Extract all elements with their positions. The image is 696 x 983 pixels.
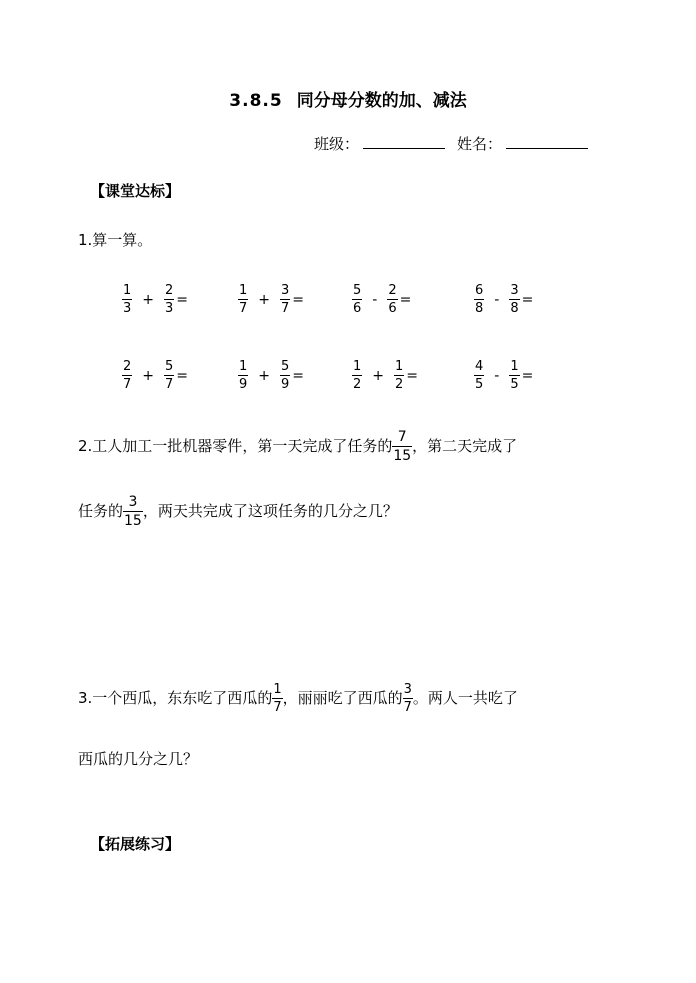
fraction-denominator: 5 bbox=[510, 377, 519, 392]
fraction-denominator: 6 bbox=[353, 301, 362, 316]
fraction-left bbox=[238, 360, 248, 391]
fraction-numerator: 1 bbox=[239, 359, 248, 374]
fraction-denominator: 7 bbox=[273, 700, 282, 715]
fraction-numerator: 2 bbox=[123, 359, 132, 374]
fraction-denominator: 2 bbox=[395, 377, 404, 392]
operator: - bbox=[372, 291, 378, 308]
question-1-label: 1.算一算。 bbox=[78, 231, 153, 249]
fraction-right bbox=[280, 284, 290, 315]
fraction-numerator: 1 bbox=[395, 359, 404, 374]
question-3-text-a: 3.一个西瓜，东东吃了西瓜的 bbox=[78, 689, 273, 707]
fraction-right bbox=[164, 284, 174, 315]
fraction-numerator: 3 bbox=[128, 494, 138, 510]
fraction-right bbox=[280, 360, 290, 391]
fraction-denominator: 15 bbox=[393, 448, 412, 464]
fraction-right bbox=[387, 284, 397, 315]
fraction-denominator: 6 bbox=[388, 301, 397, 316]
question-2-text-a: 2.工人加工一批机器零件，第一天完成了任务的 bbox=[78, 437, 393, 455]
operator: + bbox=[142, 367, 155, 384]
question-3-text-c: 。两人一共吃了 bbox=[412, 689, 518, 707]
fraction-left bbox=[122, 284, 132, 315]
equals-sign: = bbox=[176, 367, 189, 384]
fraction-left bbox=[474, 284, 484, 315]
fraction-denominator: 3 bbox=[123, 301, 132, 316]
equals-sign: = bbox=[176, 291, 189, 308]
fraction-denominator: 7 bbox=[239, 301, 248, 316]
fraction-three-sevenths bbox=[403, 683, 413, 714]
fraction-numerator: 3 bbox=[403, 682, 412, 697]
fraction-denominator: 9 bbox=[281, 377, 290, 392]
section-heading-extension: 【拓展练习】 bbox=[90, 835, 181, 853]
question-2-line-1 bbox=[78, 430, 517, 463]
operator: + bbox=[372, 367, 385, 384]
question-2-text-c: 任务的 bbox=[78, 502, 124, 520]
section-heading-practice: 【课堂达标】 bbox=[90, 182, 181, 200]
fraction-denominator: 15 bbox=[124, 513, 142, 529]
fraction-left bbox=[352, 360, 362, 391]
fraction-numerator: 1 bbox=[239, 283, 248, 298]
fraction-numerator: 5 bbox=[281, 359, 290, 374]
fraction-right bbox=[394, 360, 404, 391]
operator: - bbox=[494, 291, 500, 308]
fraction-denominator: 8 bbox=[510, 301, 519, 316]
calculation-item bbox=[474, 284, 533, 315]
operator: + bbox=[258, 367, 271, 384]
fraction-right bbox=[509, 284, 519, 315]
fraction-denominator: 7 bbox=[123, 377, 132, 392]
question-3-line-2: 西瓜的几分之几？ bbox=[78, 750, 199, 768]
fraction-three-fifteenths bbox=[123, 495, 143, 528]
fraction-numerator: 3 bbox=[281, 283, 290, 298]
lesson-number: 3.8.5 bbox=[229, 91, 283, 111]
fraction-left bbox=[238, 284, 248, 315]
fraction-numerator: 6 bbox=[475, 283, 484, 298]
calculation-item bbox=[122, 284, 188, 315]
equals-sign: = bbox=[399, 291, 412, 308]
fraction-one-seventh bbox=[272, 683, 282, 714]
fraction-numerator: 5 bbox=[165, 359, 174, 374]
question-3-line-1 bbox=[78, 683, 518, 714]
equals-sign: = bbox=[406, 367, 419, 384]
question-2-text-d: ，两天共完成了这项任务的几分之几？ bbox=[142, 502, 398, 520]
student-info bbox=[314, 133, 588, 154]
fraction-denominator: 2 bbox=[353, 377, 362, 392]
question-2-text-b: ，第二天完成了 bbox=[412, 437, 518, 455]
fraction-numerator: 7 bbox=[397, 429, 407, 445]
fraction-denominator: 7 bbox=[165, 377, 174, 392]
fraction-numerator: 2 bbox=[165, 283, 174, 298]
fraction-numerator: 5 bbox=[353, 283, 362, 298]
equals-sign: = bbox=[521, 367, 534, 384]
calculation-item bbox=[122, 360, 188, 391]
calculation-item bbox=[238, 284, 304, 315]
fraction-denominator: 8 bbox=[475, 301, 484, 316]
fraction-left bbox=[474, 360, 484, 391]
fraction-numerator: 4 bbox=[475, 359, 484, 374]
question-2-line-2 bbox=[78, 495, 398, 528]
fraction-seven-fifteenths bbox=[392, 430, 412, 463]
equals-sign: = bbox=[521, 291, 534, 308]
calculation-item bbox=[238, 360, 304, 391]
fraction-numerator: 3 bbox=[510, 283, 519, 298]
fraction-numerator: 1 bbox=[353, 359, 362, 374]
name-label: 姓名： bbox=[457, 135, 503, 153]
fraction-left bbox=[352, 284, 362, 315]
fraction-right bbox=[164, 360, 174, 391]
operator: + bbox=[258, 291, 271, 308]
operator: - bbox=[494, 367, 500, 384]
fraction-numerator: 2 bbox=[388, 283, 397, 298]
fraction-denominator: 7 bbox=[403, 700, 412, 715]
question-3-text-b: ，丽丽吃了西瓜的 bbox=[282, 689, 403, 707]
fraction-left bbox=[122, 360, 132, 391]
fraction-numerator: 1 bbox=[510, 359, 519, 374]
fraction-denominator: 5 bbox=[475, 377, 484, 392]
fraction-numerator: 1 bbox=[123, 283, 132, 298]
name-blank[interactable] bbox=[506, 134, 588, 149]
fraction-denominator: 7 bbox=[281, 301, 290, 316]
calculation-item bbox=[352, 284, 411, 315]
equals-sign: = bbox=[292, 367, 305, 384]
calculation-item bbox=[474, 360, 533, 391]
page-title bbox=[0, 86, 696, 111]
operator: + bbox=[142, 291, 155, 308]
fraction-denominator: 3 bbox=[165, 301, 174, 316]
equals-sign: = bbox=[292, 291, 305, 308]
fraction-numerator: 1 bbox=[273, 682, 282, 697]
fraction-denominator: 9 bbox=[239, 377, 248, 392]
class-label: 班级： bbox=[314, 135, 360, 153]
class-blank[interactable] bbox=[363, 134, 445, 149]
fraction-right bbox=[509, 360, 519, 391]
lesson-title: 同分母分数的加、减法 bbox=[296, 91, 467, 111]
calculation-item bbox=[352, 360, 418, 391]
